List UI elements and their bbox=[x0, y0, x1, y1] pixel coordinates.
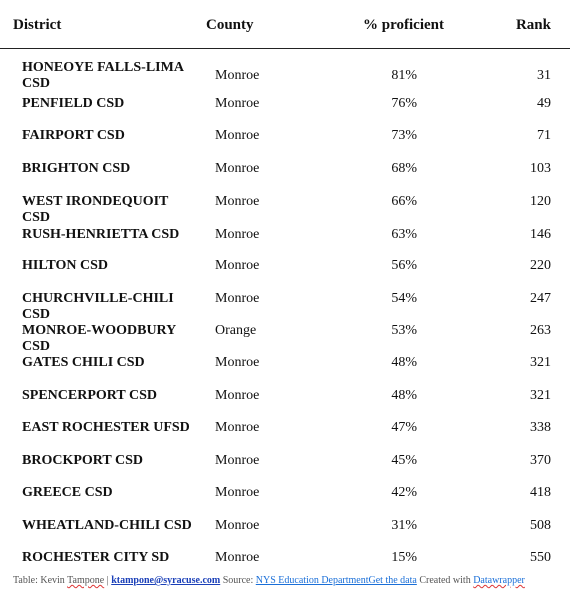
footer-created-with-label: Created with bbox=[416, 575, 474, 586]
cell-rank: 263 bbox=[530, 323, 551, 338]
cell-county: Monroe bbox=[215, 355, 260, 370]
cell-rank: 321 bbox=[530, 388, 551, 403]
cell-district: HONEOYE FALLS-LIMA CSD bbox=[22, 60, 184, 91]
footer-get-data-link[interactable]: Get the data bbox=[368, 575, 417, 586]
cell-district: EAST ROCHESTER UFSD bbox=[22, 420, 190, 435]
cell-county: Monroe bbox=[215, 68, 260, 83]
cell-rank: 508 bbox=[530, 518, 551, 533]
cell-county: Monroe bbox=[215, 128, 260, 143]
cell-percent-proficient: 45% bbox=[391, 453, 417, 468]
cell-county: Monroe bbox=[215, 550, 260, 565]
cell-rank: 418 bbox=[530, 485, 551, 500]
footer-author-surname: Tampone bbox=[67, 575, 105, 586]
cell-percent-proficient: 31% bbox=[391, 518, 417, 533]
cell-rank: 247 bbox=[530, 291, 551, 306]
cell-district: BROCKPORT CSD bbox=[22, 453, 143, 468]
footer-table-label: Table: Kevin bbox=[13, 575, 68, 586]
cell-percent-proficient: 42% bbox=[391, 485, 417, 500]
cell-rank: 71 bbox=[537, 128, 551, 143]
cell-rank: 120 bbox=[530, 194, 551, 209]
cell-county: Monroe bbox=[215, 518, 260, 533]
cell-rank: 338 bbox=[530, 420, 551, 435]
cell-percent-proficient: 15% bbox=[391, 550, 417, 565]
cell-percent-proficient: 47% bbox=[391, 420, 417, 435]
cell-rank: 146 bbox=[530, 227, 551, 242]
cell-county: Monroe bbox=[215, 258, 260, 273]
cell-county: Monroe bbox=[215, 453, 260, 468]
header-percent-proficient[interactable]: % proficient bbox=[363, 17, 444, 33]
table-header-row bbox=[0, 0, 570, 49]
cell-county: Orange bbox=[215, 323, 257, 338]
cell-district: MONROE-WOODBURY CSD bbox=[22, 323, 176, 354]
cell-rank: 49 bbox=[537, 96, 551, 111]
cell-county: Monroe bbox=[215, 227, 260, 242]
cell-percent-proficient: 53% bbox=[391, 323, 417, 338]
cell-district: BRIGHTON CSD bbox=[22, 161, 131, 176]
cell-percent-proficient: 73% bbox=[391, 128, 417, 143]
cell-district: RUSH-HENRIETTA CSD bbox=[22, 227, 180, 242]
cell-percent-proficient: 54% bbox=[391, 291, 417, 306]
header-district[interactable]: District bbox=[13, 17, 62, 33]
cell-county: Monroe bbox=[215, 291, 260, 306]
cell-district: WEST IRONDEQUOIT CSD bbox=[22, 194, 169, 225]
cell-district: WHEATLAND-CHILI CSD bbox=[22, 518, 192, 533]
header-rank[interactable]: Rank bbox=[515, 17, 551, 33]
cell-district: ROCHESTER CITY SD bbox=[22, 550, 170, 565]
cell-rank: 103 bbox=[530, 161, 551, 176]
cell-district: HILTON CSD bbox=[22, 258, 108, 273]
footer-source-link[interactable]: NYS Education Department bbox=[255, 575, 369, 586]
cell-county: Monroe bbox=[215, 161, 260, 176]
cell-county: Monroe bbox=[215, 420, 260, 435]
table-footer bbox=[13, 575, 525, 586]
footer-source-label: Source: bbox=[220, 575, 256, 586]
cell-rank: 321 bbox=[530, 355, 551, 370]
cell-district: CHURCHVILLE-CHILI CSD bbox=[22, 291, 174, 322]
cell-percent-proficient: 66% bbox=[391, 194, 417, 209]
cell-rank: 550 bbox=[530, 550, 551, 565]
cell-percent-proficient: 48% bbox=[391, 355, 417, 370]
cell-district: GREECE CSD bbox=[22, 485, 113, 500]
cell-percent-proficient: 48% bbox=[391, 388, 417, 403]
cell-county: Monroe bbox=[215, 485, 260, 500]
cell-county: Monroe bbox=[215, 388, 260, 403]
cell-county: Monroe bbox=[215, 96, 260, 111]
cell-district: FAIRPORT CSD bbox=[22, 128, 125, 143]
cell-district: GATES CHILI CSD bbox=[22, 355, 145, 370]
cell-county: Monroe bbox=[215, 194, 260, 209]
footer-separator: | bbox=[104, 575, 112, 586]
cell-rank: 220 bbox=[530, 258, 551, 273]
footer-email-link[interactable]: ktampone@syracuse.com bbox=[111, 575, 221, 586]
cell-percent-proficient: 81% bbox=[391, 68, 417, 83]
cell-rank: 31 bbox=[537, 68, 551, 83]
cell-percent-proficient: 56% bbox=[391, 258, 417, 273]
cell-district: PENFIELD CSD bbox=[22, 96, 125, 111]
footer-datawrapper-link[interactable]: Datawrapper bbox=[473, 575, 525, 586]
cell-district: SPENCERPORT CSD bbox=[22, 388, 157, 403]
cell-percent-proficient: 68% bbox=[391, 161, 417, 176]
cell-percent-proficient: 76% bbox=[391, 96, 417, 111]
cell-percent-proficient: 63% bbox=[391, 227, 417, 242]
header-county[interactable]: County bbox=[206, 17, 254, 33]
cell-rank: 370 bbox=[530, 453, 551, 468]
